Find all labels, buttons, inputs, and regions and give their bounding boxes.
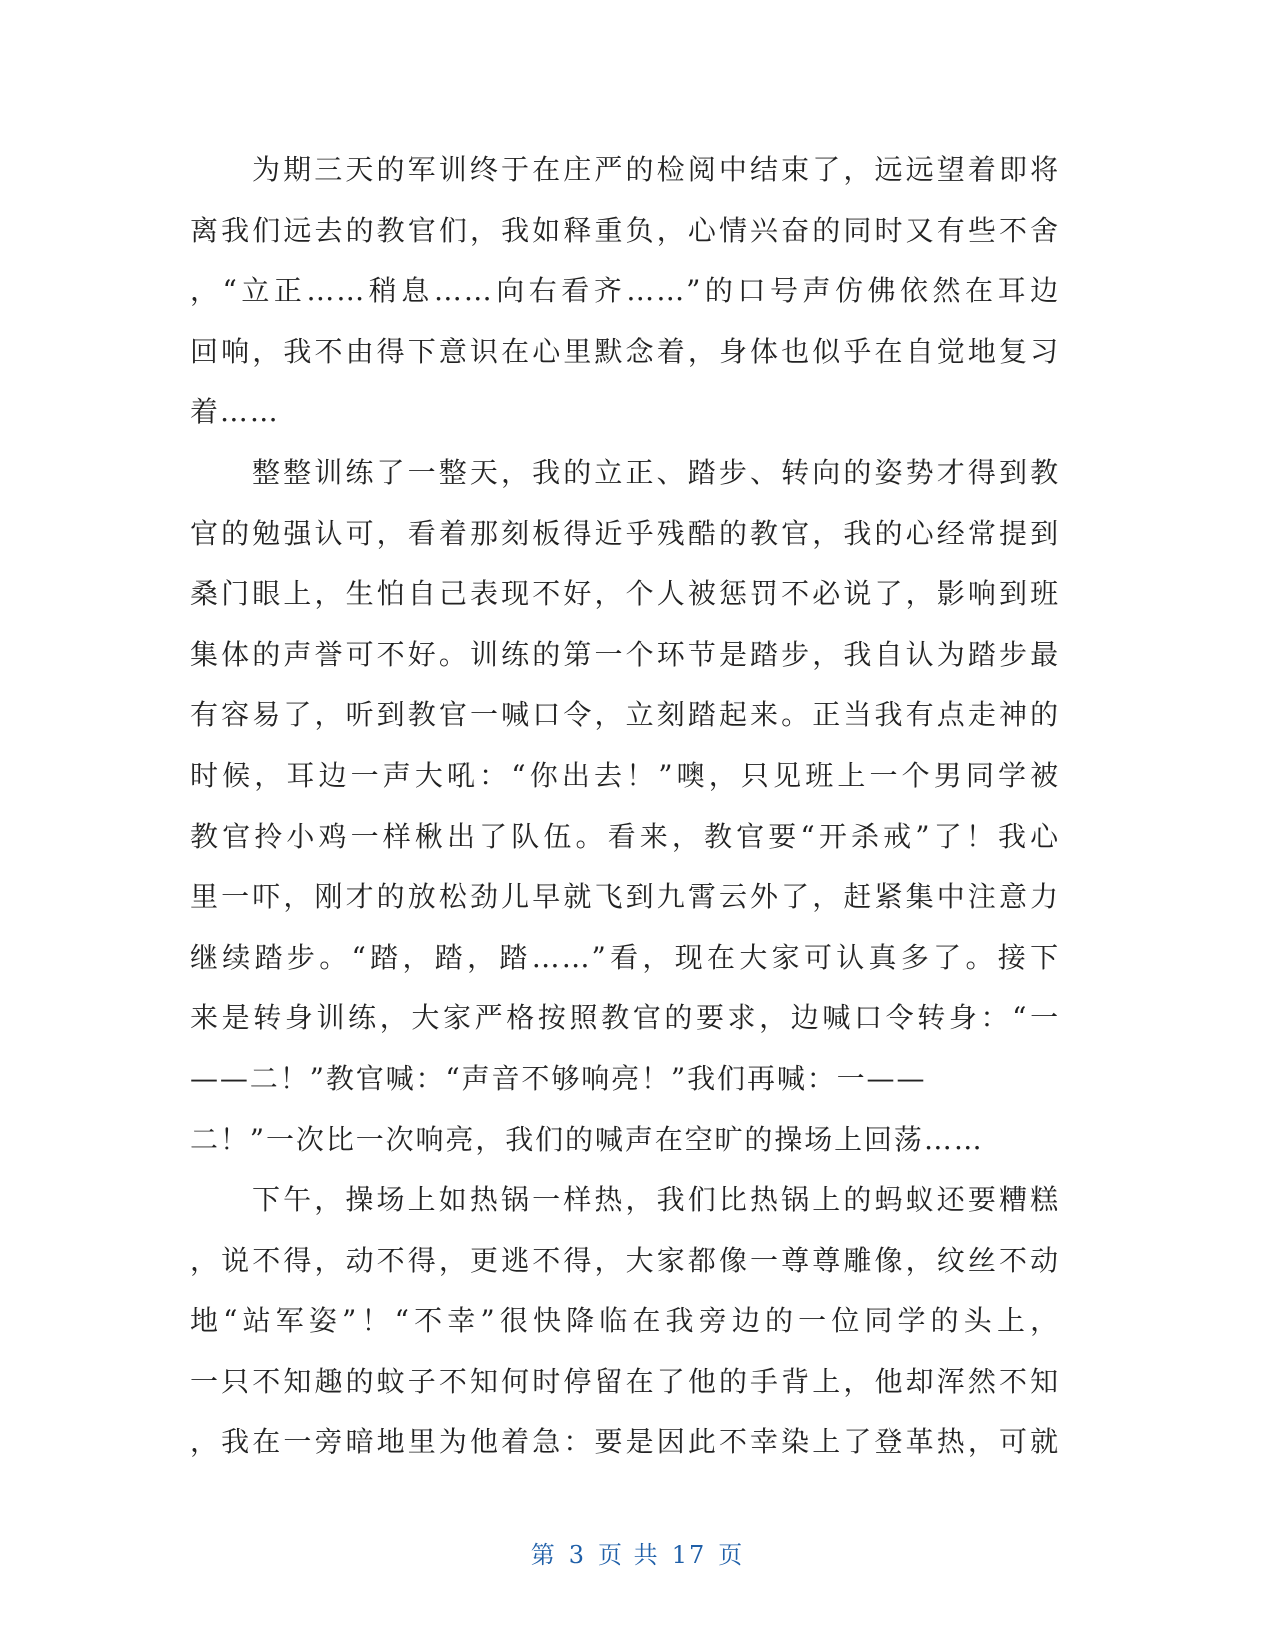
text-line: 为期三天的军训终于在庄严的检阅中结束了，远远望着即将 [252,153,1060,186]
text-line: 官的勉强认可，看着那刻板得近乎残酷的教官，我的心经常提到 [190,516,1060,550]
footer-suffix: 页 [718,1541,745,1569]
current-page-number: 3 [568,1541,587,1569]
page-number-footer [0,1535,1275,1570]
text-line: 地“站军姿”！“不幸”很快降临在我旁边的一位同学的头上， [190,1304,1060,1338]
footer-middle: 页 共 [598,1541,660,1569]
footer-prefix: 第 [530,1541,557,1569]
total-page-count: 17 [671,1541,707,1569]
text-line: ——二！”教官喊：“声音不够响亮！”我们再喊：一—— [190,1061,927,1095]
text-line: 一只不知趣的蚊子不知何时停留在了他的手背上，他却浑然不知 [190,1364,1060,1398]
text-line: 教官拎小鸡一样楸出了队伍。看来，教官要“开杀戒”了！我心 [190,819,1060,853]
text-line: 整整训练了一整天，我的立正、踏步、转向的姿势才得到教 [252,455,1060,489]
text-line: ，“立正……稍息……向右看齐……”的口号声仿佛依然在耳边 [190,274,1060,308]
text-line: ，我在一旁暗地里为他着急：要是因此不幸染上了登革热，可就 [190,1425,1060,1459]
text-line: 下午，操场上如热锅一样热，我们比热锅上的蚂蚁还要糟糕 [252,1183,1060,1217]
text-line: 离我们远去的教官们，我如释重负，心情兴奋的同时又有些不舍 [190,213,1060,247]
text-line: 继续踏步。“踏，踏，踏……”看，现在大家可认真多了。接下 [190,940,1060,974]
text-line: 着…… [190,395,280,429]
text-line: 桑门眼上，生怕自己表现不好，个人被惩罚不必说了，影响到班 [190,577,1060,611]
text-line: 二！”一次比一次响亮，我们的喊声在空旷的操场上回荡…… [190,1122,984,1156]
text-line: 集体的声誉可不好。训练的第一个环节是踏步，我自认为踏步最 [190,637,1060,671]
text-line: ，说不得，动不得，更逃不得，大家都像一尊尊雕像，纹丝不动 [190,1243,1060,1277]
text-line: 时候，耳边一声大吼：“你出去！”噢，只见班上一个男同学被 [190,758,1060,792]
text-line: 来是转身训练，大家严格按照教官的要求，边喊口令转身：“一 [190,1001,1060,1035]
text-line: 有容易了，听到教官一喊口令，立刻踏起来。正当我有点走神的 [190,698,1060,732]
document-body [190,140,1060,1473]
text-line: 回响，我不由得下意识在心里默念着，身体也似乎在自觉地复习 [190,334,1060,368]
text-line: 里一吓，刚才的放松劲儿早就飞到九霄云外了，赶紧集中注意力 [190,880,1060,914]
